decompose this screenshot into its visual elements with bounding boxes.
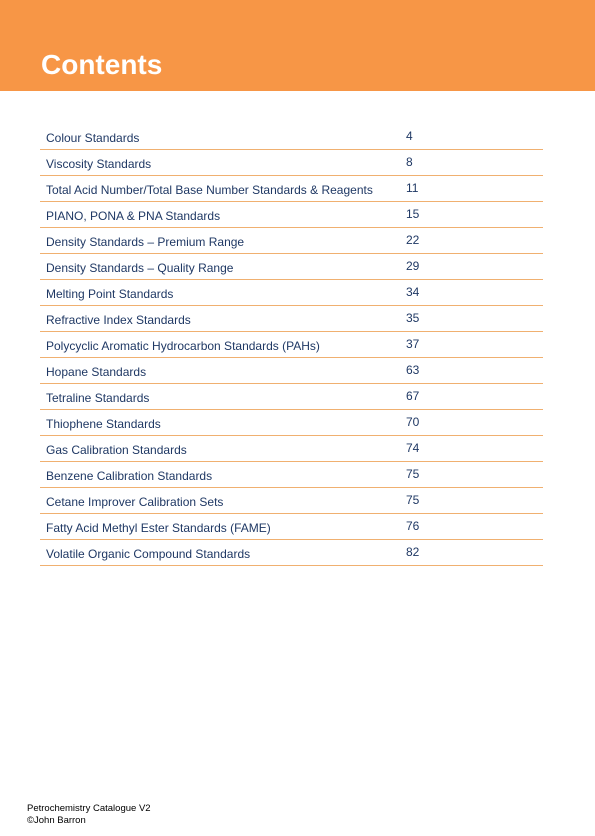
- toc-entry-title: Viscosity Standards: [46, 157, 152, 171]
- toc-entry-page-number: 63: [406, 363, 420, 377]
- toc-entry-title: Volatile Organic Compound Standards: [46, 547, 251, 561]
- toc-entry[interactable]: [40, 228, 543, 254]
- toc-entry[interactable]: [40, 488, 543, 514]
- toc-entry[interactable]: [40, 306, 543, 332]
- toc-entry-title: Thiophene Standards: [46, 417, 161, 431]
- header-banner: [0, 0, 595, 91]
- toc-entry[interactable]: [40, 150, 543, 176]
- toc-entry-title: Total Acid Number/Total Base Number Standards & Reagents: [46, 183, 373, 197]
- toc-entry[interactable]: [40, 384, 543, 410]
- toc-entry-title: Density Standards – Quality Range: [46, 261, 234, 275]
- toc-entry-title: Polycyclic Aromatic Hydrocarbon Standards (PAHs): [46, 339, 320, 353]
- toc-entry-title: Gas Calibration Standards: [46, 443, 187, 457]
- toc-entry[interactable]: [40, 176, 543, 202]
- toc-entry[interactable]: [40, 254, 543, 280]
- toc-entry-title: Colour Standards: [46, 131, 140, 145]
- toc-entry-title: Hopane Standards: [46, 365, 147, 379]
- toc-entry[interactable]: [40, 436, 543, 462]
- toc-entry-title: Density Standards – Premium Range: [46, 235, 245, 249]
- toc-entry-page-number: 75: [406, 493, 420, 507]
- toc-entry-page-number: 82: [406, 545, 420, 559]
- toc-entry-title: Fatty Acid Methyl Ester Standards (FAME): [46, 521, 271, 535]
- toc-entry[interactable]: [40, 358, 543, 384]
- toc-entry-page-number: 67: [406, 389, 420, 403]
- toc-entry[interactable]: [40, 124, 543, 150]
- toc-entry-page-number: 29: [406, 259, 420, 273]
- toc-entry-page-number: 15: [406, 207, 420, 221]
- toc-entry-title: Cetane Improver Calibration Sets: [46, 495, 224, 509]
- page-title: Contents: [41, 49, 163, 80]
- toc-entry-page-number: 4: [406, 129, 413, 143]
- toc-entry-page-number: 74: [406, 441, 420, 455]
- toc-entry-title: Tetraline Standards: [46, 391, 150, 405]
- footer-catalogue-name: Petrochemistry Catalogue V2: [27, 803, 151, 814]
- toc-entry[interactable]: [40, 540, 543, 566]
- toc-entry-page-number: 75: [406, 467, 420, 481]
- toc-entry-page-number: 11: [406, 181, 419, 195]
- toc-entry-title: PIANO, PONA & PNA Standards: [46, 209, 221, 223]
- toc-entry[interactable]: [40, 332, 543, 358]
- toc-entry-page-number: 70: [406, 415, 420, 429]
- footer-copyright: ©John Barron: [27, 814, 86, 826]
- toc-entry[interactable]: [40, 280, 543, 306]
- toc-entry-page-number: 37: [406, 337, 420, 351]
- toc-entry[interactable]: [40, 462, 543, 488]
- toc-entry-page-number: 34: [406, 285, 420, 299]
- toc-entry[interactable]: [40, 410, 543, 436]
- table-of-contents: [40, 124, 543, 566]
- toc-entry[interactable]: [40, 514, 543, 540]
- toc-entry[interactable]: [40, 202, 543, 228]
- toc-entry-page-number: 8: [406, 155, 413, 169]
- toc-entry-page-number: 76: [406, 519, 420, 533]
- toc-entry-page-number: 22: [406, 233, 420, 247]
- toc-entry-title: Melting Point Standards: [46, 287, 174, 301]
- toc-entry-page-number: 35: [406, 311, 420, 325]
- toc-entry-title: Benzene Calibration Standards: [46, 469, 213, 483]
- toc-entry-title: Refractive Index Standards: [46, 313, 191, 327]
- footer: [27, 803, 151, 826]
